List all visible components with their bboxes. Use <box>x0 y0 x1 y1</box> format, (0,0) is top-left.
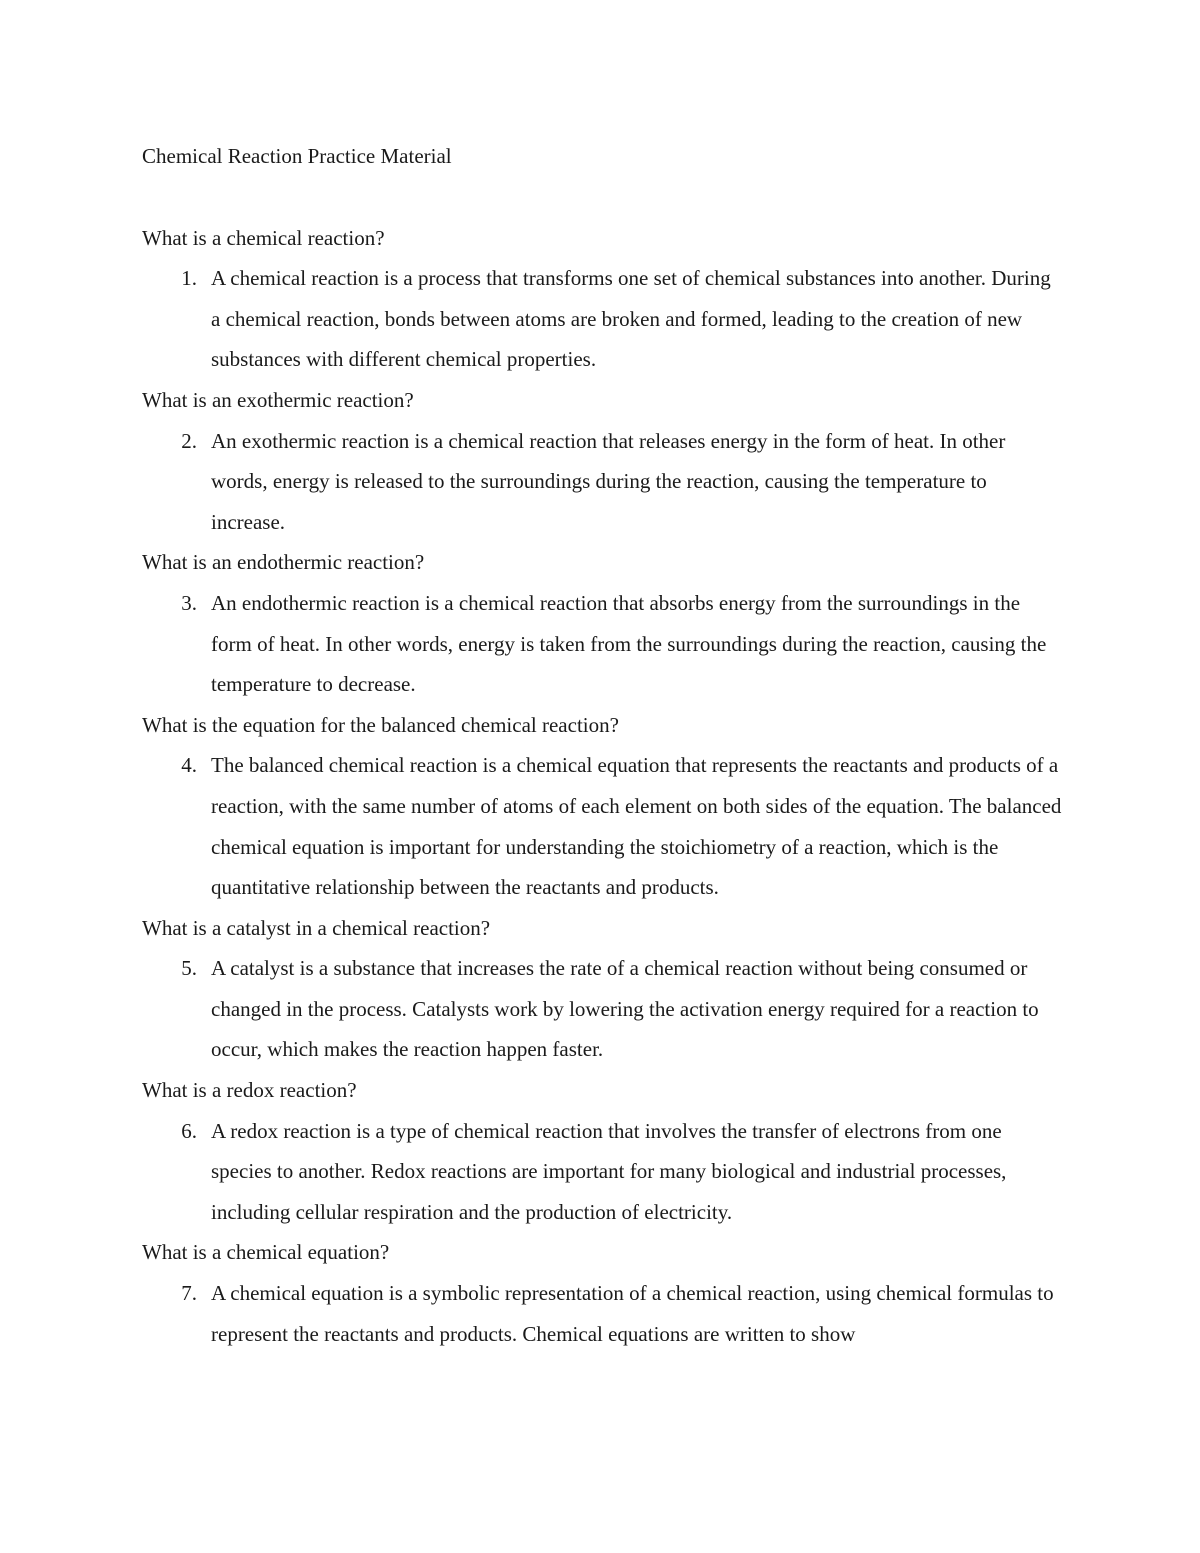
answer-item-5 <box>142 948 1062 1070</box>
answer-text-5: A catalyst is a substance that increases the rate of a chemical reaction without being consumed or changed in the process. Catalysts work by lowering the activation energy required for a reaction to occur, which makes the reaction happen faster. <box>211 956 1039 1062</box>
question-1: What is a chemical reaction? <box>142 225 385 250</box>
list-number-5: 5. <box>181 956 197 981</box>
question-3: What is an endothermic reaction? <box>142 550 425 575</box>
list-number-3: 3. <box>181 590 197 615</box>
answer-item-6 <box>142 1111 1062 1233</box>
answer-item-3 <box>142 583 1062 705</box>
list-number-6: 6. <box>181 1118 197 1143</box>
answer-item-7 <box>142 1273 1062 1354</box>
question-2: What is an exothermic reaction? <box>142 387 414 412</box>
list-number-4: 4. <box>181 753 197 778</box>
answer-item-1 <box>142 258 1062 380</box>
question-4: What is the equation for the balanced chemical reaction? <box>142 712 619 737</box>
answer-text-6: A redox reaction is a type of chemical reaction that involves the transfer of electrons from one species to another. Redox reactions are important for many biological and industrial processes, including cellular respiration and the production of electricity. <box>211 1118 1007 1224</box>
question-6: What is a redox reaction? <box>142 1078 357 1103</box>
list-number-2: 2. <box>181 428 197 453</box>
answer-text-3: An endothermic reaction is a chemical reaction that absorbs energy from the surroundings in the form of heat. In other words, energy is taken from the surroundings during the reaction, causing the temperature to decrease. <box>211 590 1047 697</box>
answer-text-7: A chemical equation is a symbolic representation of a chemical reaction, using chemical formulas to represent the reactants and products. Chemical equations are written to show <box>211 1281 1054 1346</box>
question-7: What is a chemical equation? <box>142 1240 390 1265</box>
answer-text-1: A chemical reaction is a process that transforms one set of chemical substances into another. During a chemical reaction, bonds between atoms are broken and formed, leading to the creation of new substances with different chemical properties. <box>211 266 1051 372</box>
answer-text-2: An exothermic reaction is a chemical reaction that releases energy in the form of heat. In other words, energy is released to the surroundings during the reaction, causing the temperature to increase. <box>211 428 1006 534</box>
list-number-7: 7. <box>181 1281 197 1306</box>
answer-text-4: The balanced chemical reaction is a chemical equation that represents the reactants and products of a reaction, with the same number of atoms of each element on both sides of the equation. The balanced chemical equation is important for understanding the stoichiometry of a reaction, which is the quantitative relationship between the reactants and products. <box>211 753 1062 900</box>
question-5: What is a catalyst in a chemical reaction? <box>142 915 491 940</box>
list-number-1: 1. <box>181 266 197 291</box>
document-page <box>142 136 1062 1354</box>
answer-item-2 <box>142 421 1062 543</box>
document-title: Chemical Reaction Practice Material <box>142 144 452 168</box>
answer-item-4 <box>142 745 1062 907</box>
